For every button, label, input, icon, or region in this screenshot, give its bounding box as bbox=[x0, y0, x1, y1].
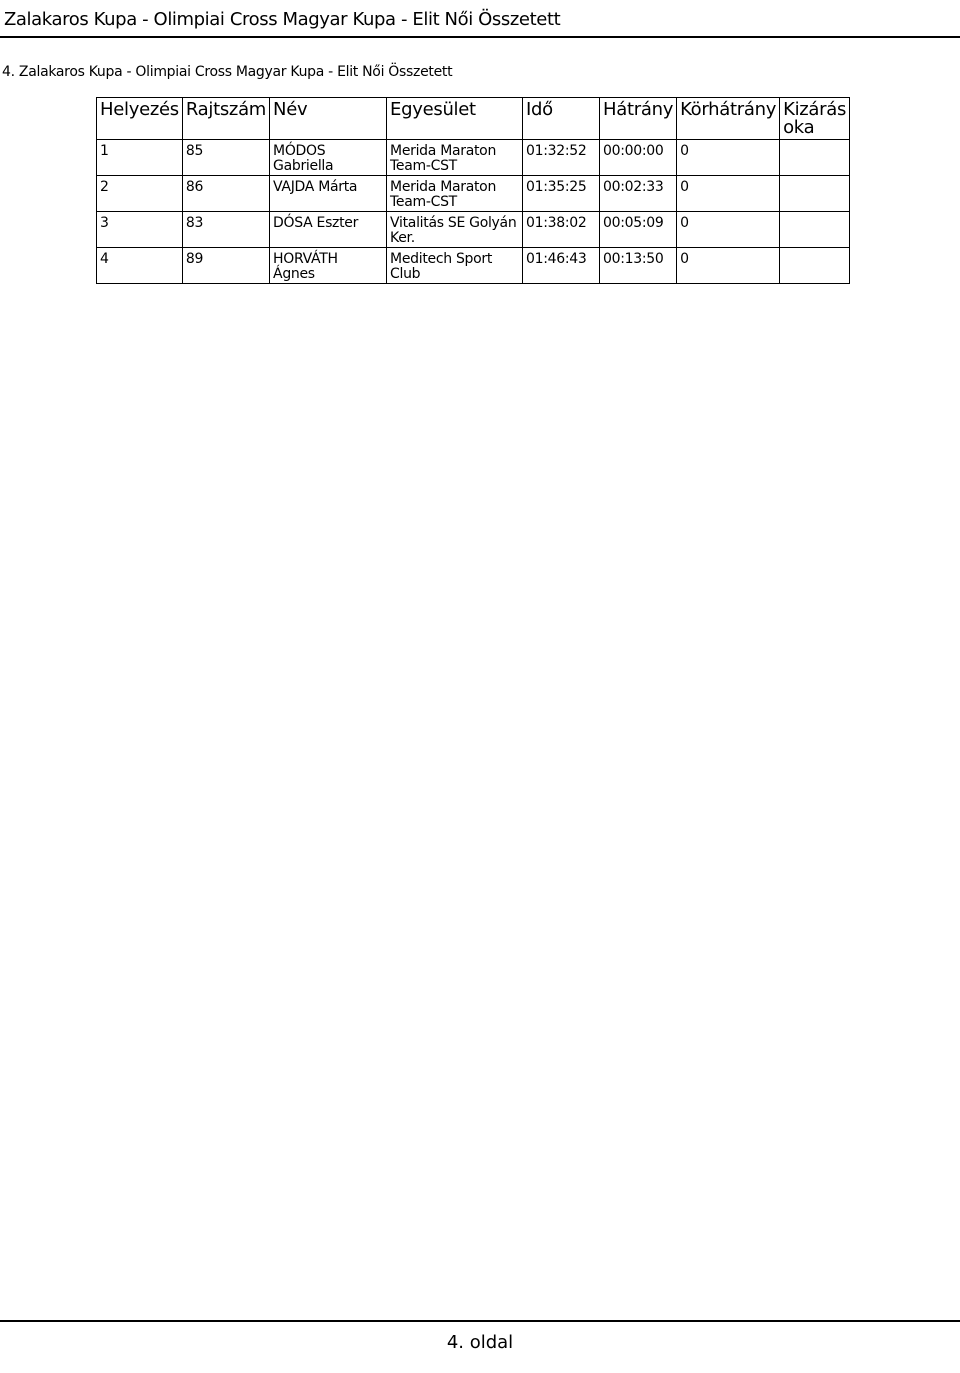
cell-club: Merida Maraton Team-CST bbox=[387, 140, 523, 176]
cell-gap: 00:13:50 bbox=[600, 248, 677, 284]
table-row bbox=[97, 140, 850, 176]
cell-bib: 83 bbox=[182, 212, 269, 248]
cell-gap: 00:00:00 bbox=[600, 140, 677, 176]
column-header-gap: Hátrány bbox=[600, 98, 677, 140]
cell-name: DÓSA Eszter bbox=[270, 212, 387, 248]
cell-bib: 86 bbox=[182, 176, 269, 212]
cell-place: 4 bbox=[97, 248, 183, 284]
column-header-time: Idő bbox=[523, 98, 600, 140]
cell-time: 01:35:25 bbox=[523, 176, 600, 212]
cell-time: 01:38:02 bbox=[523, 212, 600, 248]
cell-name: VAJDA Márta bbox=[270, 176, 387, 212]
column-header-laps-behind: Körhátrány bbox=[677, 98, 780, 140]
column-header-dq-reason: Kizárás oka bbox=[780, 98, 850, 140]
cell-name: MÓDOS Gabriella bbox=[270, 140, 387, 176]
cell-place: 3 bbox=[97, 212, 183, 248]
cell-club: Vitalitás SE Golyán Ker. bbox=[387, 212, 523, 248]
cell-laps-behind: 0 bbox=[677, 140, 780, 176]
cell-dq-reason bbox=[780, 212, 850, 248]
page-number: 4. oldal bbox=[446, 1332, 514, 1353]
column-header-club: Egyesület bbox=[387, 98, 523, 140]
cell-bib: 85 bbox=[182, 140, 269, 176]
cell-dq-reason bbox=[780, 176, 850, 212]
cell-place: 1 bbox=[97, 140, 183, 176]
cell-laps-behind: 0 bbox=[677, 212, 780, 248]
cell-club: Meditech Sport Club bbox=[387, 248, 523, 284]
cell-place: 2 bbox=[97, 176, 183, 212]
cell-name: HORVÁTH Ágnes bbox=[270, 248, 387, 284]
section-title: 4. Zalakaros Kupa - Olimpiai Cross Magyar Kupa - Elit Női Összetett bbox=[2, 64, 453, 80]
page-header-title: Zalakaros Kupa - Olimpiai Cross Magyar Kupa - Elit Női Összetett bbox=[4, 9, 561, 30]
cell-club: Merida Maraton Team-CST bbox=[387, 176, 523, 212]
cell-gap: 00:02:33 bbox=[600, 176, 677, 212]
cell-laps-behind: 0 bbox=[677, 176, 780, 212]
cell-laps-behind: 0 bbox=[677, 248, 780, 284]
cell-dq-reason bbox=[780, 248, 850, 284]
column-header-name: Név bbox=[270, 98, 387, 140]
cell-bib: 89 bbox=[182, 248, 269, 284]
table-row bbox=[97, 212, 850, 248]
table-row bbox=[97, 248, 850, 284]
page-header bbox=[0, 0, 960, 38]
column-header-bib: Rajtszám bbox=[182, 98, 269, 140]
results-table bbox=[96, 97, 850, 284]
column-header-place: Helyezés bbox=[97, 98, 183, 140]
table-header-row bbox=[97, 98, 850, 140]
cell-time: 01:32:52 bbox=[523, 140, 600, 176]
cell-time: 01:46:43 bbox=[523, 248, 600, 284]
cell-dq-reason bbox=[780, 140, 850, 176]
table-row bbox=[97, 176, 850, 212]
cell-gap: 00:05:09 bbox=[600, 212, 677, 248]
page-footer bbox=[0, 1320, 960, 1353]
